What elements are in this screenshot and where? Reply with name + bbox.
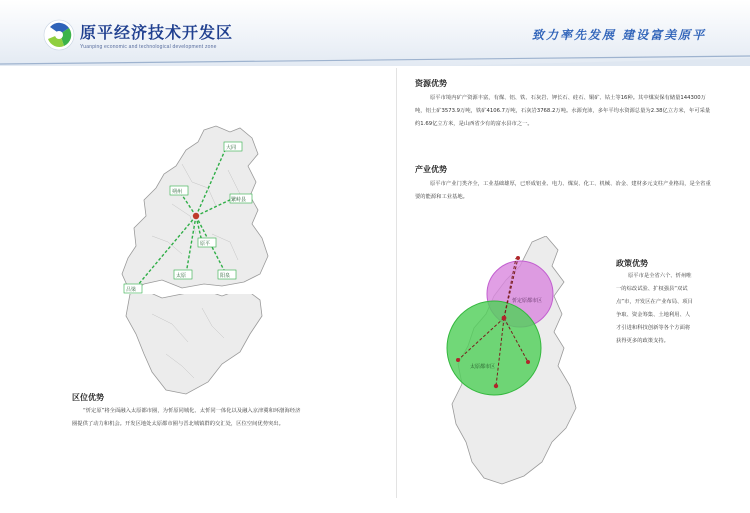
resources-text: 原平市境内矿产资源丰富，有煤、铝、铁、石灰岩、钾长石、硅石、铜矿、钴土等16种。其中煤炭保有储量144300万吨，铝土矿3573.9万吨，铁矿4106.7万吨，石灰岩3768.2万吨。水源充沛，多年平均水资源总量为2.38亿立方米，年可采量约1.69亿立方米，是山西省少有的富水县市之一。 — [415, 95, 711, 127]
location-title: 区位优势 — [72, 393, 104, 402]
header — [0, 0, 750, 66]
industry-text: 原平市产业门类齐全，工业基础雄厚，已形成铝业、电力、煤炭、化工、机械、冶金、建材多元支柱产业格局，是全省重要的能源和工业基地。 — [415, 181, 711, 200]
city-label-taiyuan: 太原 — [176, 273, 187, 279]
city-label-datong: 大同 — [226, 145, 237, 151]
resources-title: 资源优势 — [415, 79, 447, 88]
brand-subtitle: Yuanping economic and technological development zone — [80, 44, 217, 50]
location-text: “忻定原”将全面融入太原都市圈，为忻原同城化、太忻同一体化以及融入京津冀和环渤海经济圈提供了动力和机会。开发区地处太原都市圈与晋北城镇群的交汇处，区位空间优势突出。 — [72, 408, 301, 427]
regional-map-south — [112, 294, 332, 398]
label-xinding-metro: 忻定原都市区 — [512, 298, 543, 304]
city-label-fanshi: 繁峙县 — [231, 197, 247, 203]
policy-text: 原平市是全省六个、忻州唯一的综改试验、扩权强县“双试点”市，开发区在产业布局、项目争取、资金筹集、土地利用、人才引进和科技创新等各个方面将获得更多的政策支持。 — [616, 273, 693, 344]
city-label-lvliang: 吕梁 — [126, 287, 137, 293]
metro-circle-map — [428, 236, 598, 491]
policy-title: 政策优势 — [616, 259, 648, 268]
page-divider — [396, 68, 397, 498]
slogan: 致力率先发展 建设富美原平 — [532, 28, 707, 42]
brand — [80, 20, 233, 50]
brand-name: 原平经济技术开发区 — [80, 23, 234, 42]
regional-map — [112, 124, 332, 294]
city-label-yuanping: 原平 — [200, 241, 211, 247]
city-label-yangquan: 阳泉 — [220, 273, 231, 279]
logo-icon — [42, 18, 76, 52]
city-label-shuozhou: 朔州 — [172, 189, 183, 195]
industry-title: 产业优势 — [415, 165, 447, 174]
label-taiyuan-metro: 太原都市区 — [470, 364, 496, 370]
